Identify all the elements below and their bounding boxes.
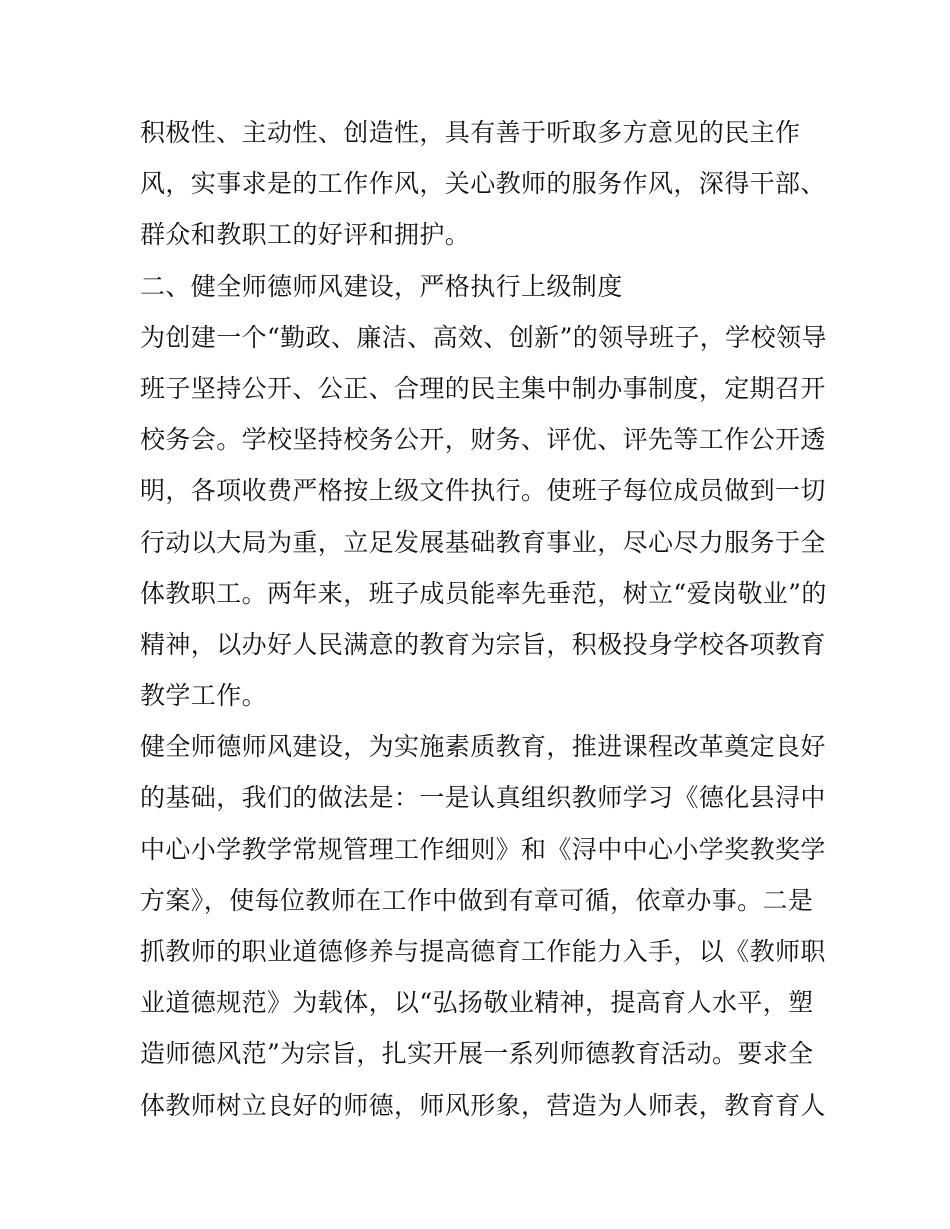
text-line: 风，实事求是的工作作风，关心教师的服务作风，深得干部、 — [140, 169, 826, 199]
text-line: 体教师树立良好的师德，师风形象，营造为人师表，教育育人 — [140, 1090, 826, 1120]
text-line: 明，各项收费严格按上级文件执行。使班子每位成员做到一切 — [140, 476, 826, 506]
text-line: 的基础，我们的做法是：一是认真组织教师学习《德化县浔中 — [140, 783, 826, 813]
text-line: 体教职工。两年来，班子成员能率先垂范，树立“爱岗敬业”的 — [140, 578, 827, 608]
text-line: 业道德规范》为载体，以“弘扬敬业精神，提高育人水平，塑 — [140, 988, 814, 1018]
text-line: 中心小学教学常规管理工作细则》和《浔中中心小学奖教奖学 — [140, 834, 826, 864]
text-line: 群众和教职工的好评和拥护。 — [140, 220, 471, 250]
text-line: 校务会。学校坚持校务公开，财务、评优、评先等工作公开透 — [140, 425, 826, 455]
text-line: 行动以大局为重，立足发展基础教育事业，尽心尽力服务于全 — [140, 527, 826, 557]
text-line: 教学工作。 — [140, 681, 268, 711]
text-line: 班子坚持公开、公正、合理的民主集中制办事制度，定期召开 — [140, 373, 826, 403]
text-line: 精神，以办好人民满意的教育为宗旨，积极投身学校各项教育 — [140, 629, 826, 659]
text-line: 方案》，使每位教师在工作中做到有章可循，依章办事。二是 — [140, 885, 814, 915]
text-line: 为创建一个“勤政、廉洁、高效、创新”的领导班子，学校领导 — [140, 322, 827, 352]
text-line: 积极性、主动性、创造性，具有善于听取多方意见的民主作 — [140, 118, 801, 147]
text-line: 抓教师的职业道德修养与提高德育工作能力入手，以《教师职 — [140, 937, 826, 966]
text-line: 健全师德师风建设，为实施素质教育，推进课程改革奠定良好 — [140, 732, 826, 762]
document-body — [140, 107, 827, 1131]
section-heading: 二、健全师德师风建设，严格执行上级制度 — [140, 271, 623, 301]
text-line: 造师德风范”为宗旨，扎实开展一系列师德教育活动。要求全 — [140, 1039, 814, 1069]
